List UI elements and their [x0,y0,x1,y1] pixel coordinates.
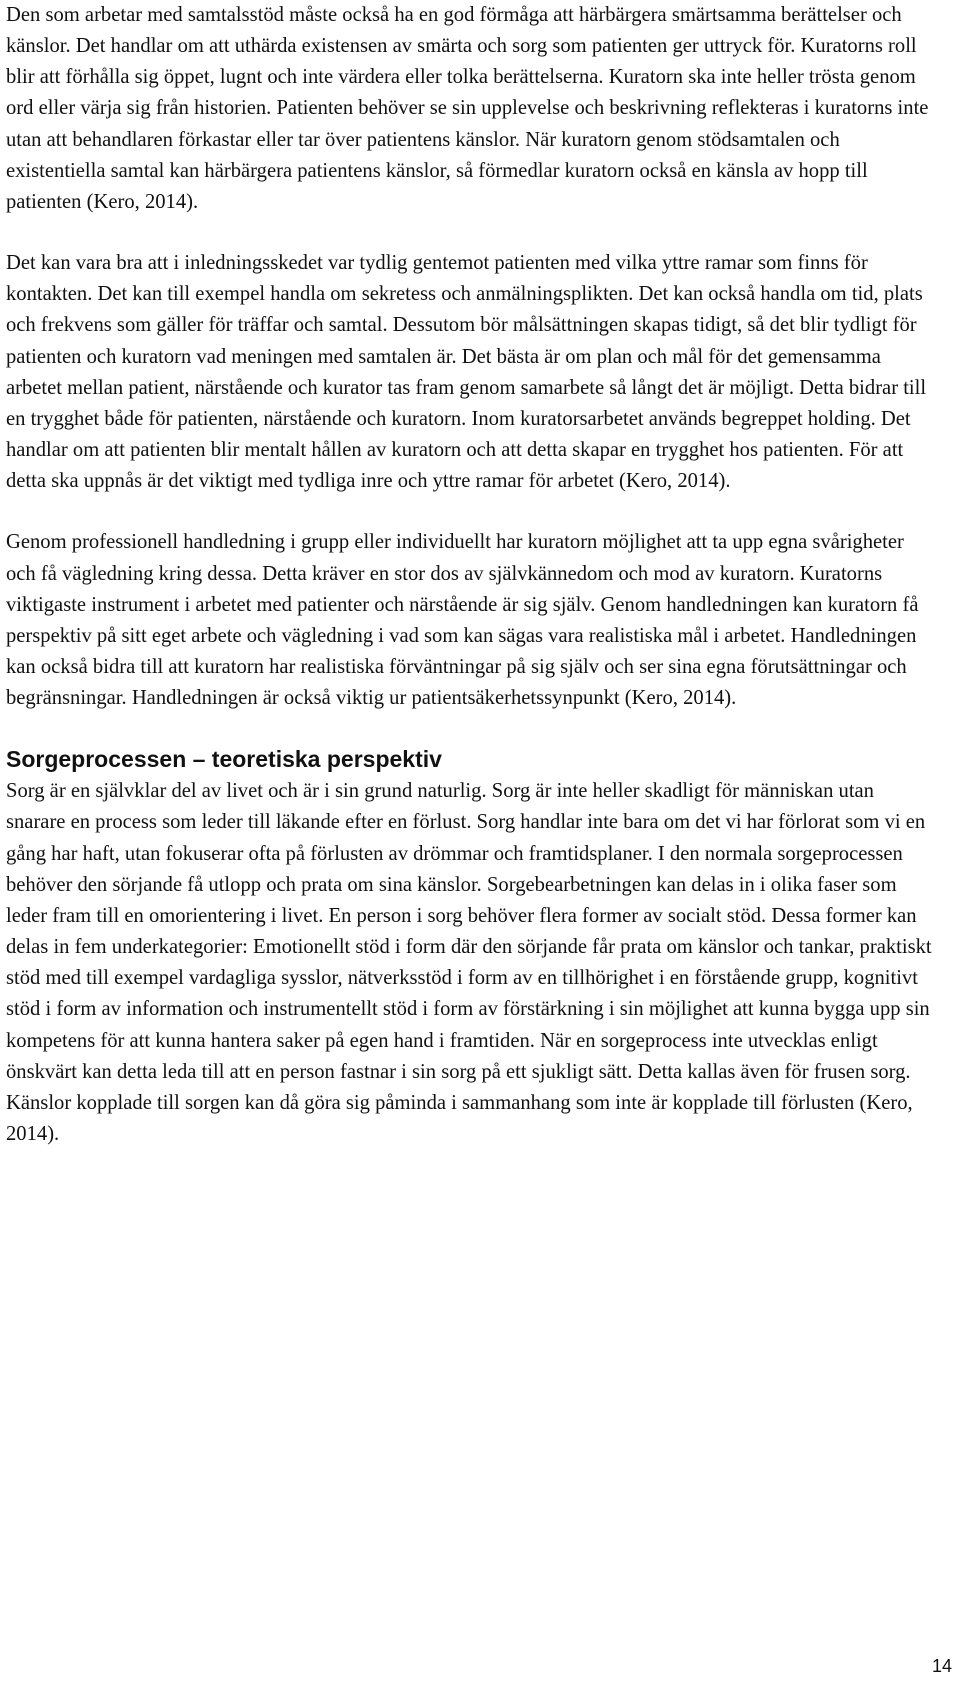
paragraph-framework-and-holding: Det kan vara bra att i inledningsskedet var tydlig gentemot patienten med vilka yttre ramar som finns för kontakten. Det kan till exempel handla om sekretess och anmälningsplikten. Det kan också handla om tid, plats och frekvens som gäller för träffar och samtal. Dessutom bör målsättningen skapas tidigt, så det blir tydligt för patienten och kuratorn vad meningen med samtalen är. Det bästa är om plan och mål för det gemensamma arbetet mellan patient, närstående och kurator tas fram genom samarbete så långt det är möjligt. Detta bidrar till en trygghet både för patienten, närstående och kuratorn. Inom kuratorsarbetet används begreppet holding. Det handlar om att patienten blir mentalt hållen av kuratorn och att detta skapar en trygghet hos patienten. För att detta ska uppnås är det viktigt med tydliga inre och yttre ramar för arbetet (Kero, 2014). [6,252,927,493]
section-heading: Sorgeprocessen – teoretiska perspektiv [6,746,442,773]
paragraph-grief-process: Sorg är en självklar del av livet och är i sin grund naturlig. Sorg är inte heller skadligt för människan utan snarare en process som leder till läkande efter en förlust. Sorg handlar inte bara om det vi har förlorat som vi en gång har haft, utan fokuserar ofta på förlusten av drömmar och framtidsplaner. I den normala sorgeprocessen behöver den sörjande få utlopp och prata om sina känslor. Sorgebearbetningen kan delas in i olika faser som leder fram till en omorientering i livet. En person i sorg behöver flera former av socialt stöd. Dessa former kan delas in fem underkategorier: Emotionellt stöd i form där den sörjande får prata om känslor och tankar, praktiskt stöd med till exempel vardagliga sysslor, nätverksstöd i form av en tillhörighet i en förstående grupp, kognitivt stöd i form av information och instrumentellt stöd i form av förstärkning i sin möjlighet att kunna bygga upp sin kompetens för att kunna hantera saker på egen hand i framtiden. När en sorgeprocess inte utvecklas enligt önskvärt kan detta leda till att en person fastnar i sin sorg på ett sjukligt sätt. Detta kallas även för frusen sorg. Känslor kopplade till sorgen kan då göra sig påminda i sammanhang som inte är kopplade till förlusten (Kero, 2014). [6,780,932,1145]
paragraph-supportive-counseling: Den som arbetar med samtalsstöd måste också ha en god förmåga att härbärgera smärtsamma berättelser och känslor. Det handlar om att uthärda existensen av smärta och sorg som patienten ger uttryck för. Kuratorns roll blir att förhålla sig öppet, lugnt och inte värdera eller tolka berättelserna. Kuratorn ska inte heller trösta genom ord eller värja sig från historien. Patienten behöver se sin upplevelse och beskrivning reflekteras i kuratorns inte utan att behandlaren förkastar eller tar över patientens känslor. När kuratorn genom stödsamtalen och existentiella samtal kan härbärgera patientens känslor, så förmedlar kuratorn också en känsla av hopp till patienten (Kero, 2014). [6,4,929,213]
page-body [6,0,938,1150]
page-number: 14 [931,1656,952,1676]
paragraph-supervision: Genom professionell handledning i grupp eller individuellt har kuratorn möjlighet att ta upp egna svårigheter och få vägledning kring dessa. Detta kräver en stor dos av självkännedom och mod av kuratorn. Kuratorns viktigaste instrument i arbetet med patienter och närstående är sig själv. Genom handledningen kan kuratorn få perspektiv på sitt eget arbete och vägledning i vad som kan sägas vara realistiska mål i arbetet. Handledningen kan också bidra till att kuratorn har realistiska förväntningar på sig själv och ser sina egna förutsättningar och begränsningar. Handledningen är också viktig ur patientsäkerhetssynpunkt (Kero, 2014). [6,531,919,710]
